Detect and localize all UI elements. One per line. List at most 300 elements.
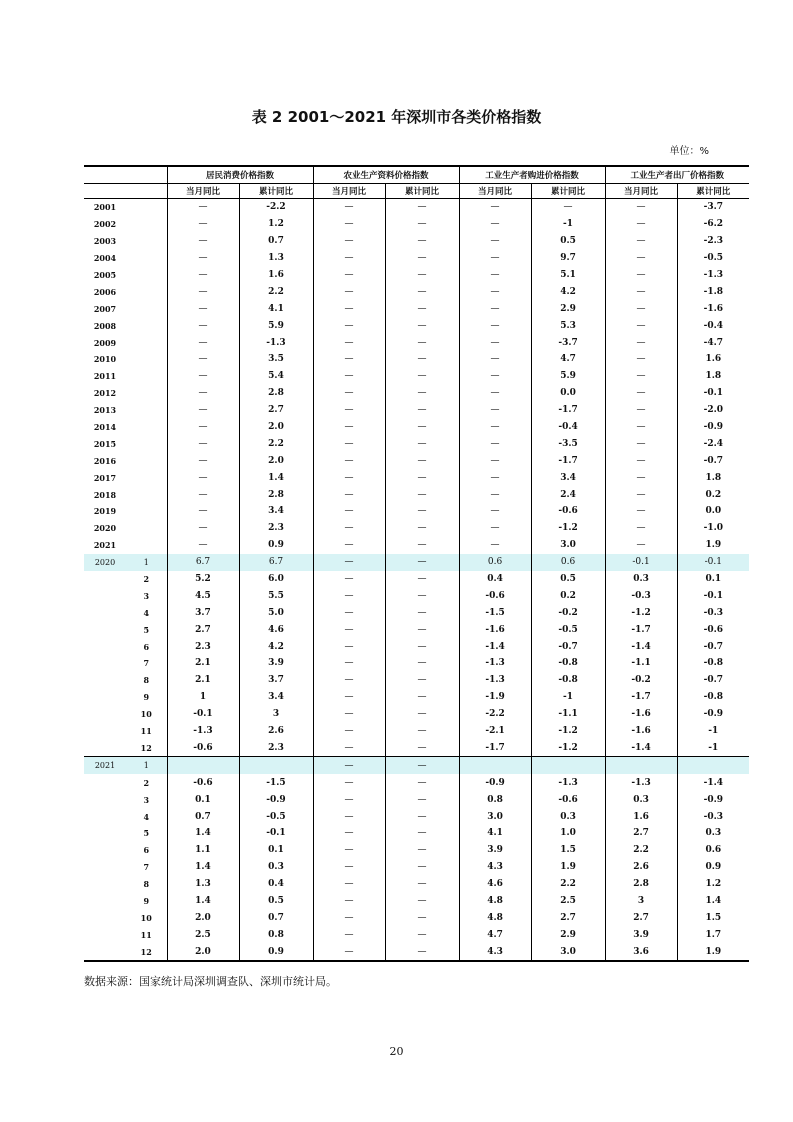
table-cell: 0.6 — [459, 554, 531, 571]
table-cell: -0.8 — [677, 655, 749, 672]
table-cell: — — [385, 672, 459, 689]
row-year: 2018 — [93, 489, 117, 500]
table-cell: -2.0 — [677, 402, 749, 419]
table-cell: 2.8 — [239, 385, 313, 402]
table-cell: — — [167, 486, 239, 503]
table-cell: 1.5 — [677, 909, 749, 926]
row-year: 2014 — [93, 422, 117, 433]
subheader: 累计同比 — [385, 184, 459, 199]
table-cell: 0.3 — [531, 808, 605, 825]
table-cell: — — [459, 233, 531, 250]
table-cell: 1.3 — [167, 876, 239, 893]
row-year — [84, 825, 126, 842]
table-cell: 1.5 — [531, 842, 605, 859]
table-cell: — — [385, 587, 459, 604]
table-row — [84, 926, 749, 943]
table-cell: -1.6 — [605, 706, 677, 723]
table-row — [84, 469, 749, 486]
table-cell: — — [313, 469, 385, 486]
table-cell: — — [167, 351, 239, 368]
table-cell: -0.9 — [239, 791, 313, 808]
table-cell: — — [167, 334, 239, 351]
table-cell: — — [385, 199, 459, 216]
row-month — [126, 503, 167, 520]
table-cell: — — [313, 537, 385, 554]
table-row — [84, 876, 749, 893]
table-cell: 2.4 — [531, 486, 605, 503]
table-cell — [239, 757, 313, 774]
row-month: 5 — [143, 828, 150, 839]
row-year — [84, 706, 126, 723]
table-cell: 0.7 — [167, 808, 239, 825]
table-cell: -1 — [531, 216, 605, 233]
subheader: 当月同比 — [313, 184, 385, 199]
table-cell: — — [605, 486, 677, 503]
table-cell: — — [313, 571, 385, 588]
table-cell: — — [385, 842, 459, 859]
table-cell: -1.7 — [531, 402, 605, 419]
table-cell: — — [167, 233, 239, 250]
row-year — [84, 621, 126, 638]
table-cell: -0.1 — [605, 554, 677, 571]
table-row — [84, 334, 749, 351]
table-cell: 2.3 — [239, 740, 313, 757]
table-cell: -3.7 — [677, 199, 749, 216]
table-cell: -0.1 — [239, 825, 313, 842]
table-row — [84, 859, 749, 876]
table-cell: — — [605, 385, 677, 402]
table-row — [84, 740, 749, 757]
table-row — [84, 943, 749, 961]
row-year: 2007 — [93, 303, 117, 314]
table-cell: — — [313, 808, 385, 825]
table-cell: — — [385, 893, 459, 910]
table-cell: -2.3 — [677, 233, 749, 250]
table-cell: — — [313, 757, 385, 774]
table-cell: -0.5 — [531, 621, 605, 638]
table-cell: 5.3 — [531, 317, 605, 334]
table-cell: -0.1 — [677, 385, 749, 402]
table-cell: — — [313, 402, 385, 419]
row-month: 10 — [140, 709, 152, 720]
table-cell: 4.8 — [459, 893, 531, 910]
table-cell: — — [167, 199, 239, 216]
row-year — [84, 842, 126, 859]
table-cell: — — [385, 723, 459, 740]
table-cell: 0.4 — [239, 876, 313, 893]
table-cell: 3.0 — [531, 943, 605, 961]
table-cell — [605, 757, 677, 774]
table-cell — [167, 757, 239, 774]
table-cell: — — [459, 452, 531, 469]
table-cell: -1.3 — [459, 655, 531, 672]
table-row — [84, 604, 749, 621]
table-cell: -0.3 — [677, 808, 749, 825]
table-cell: — — [313, 926, 385, 943]
table-row — [84, 723, 749, 740]
table-cell: 0.0 — [677, 503, 749, 520]
table-cell: — — [605, 435, 677, 452]
table-cell: 1.3 — [239, 250, 313, 267]
table-cell: — — [313, 943, 385, 961]
subheader: 累计同比 — [531, 184, 605, 199]
table-row — [84, 791, 749, 808]
table-row — [84, 808, 749, 825]
table-cell: — — [313, 334, 385, 351]
table-cell: 2.5 — [531, 893, 605, 910]
table-row — [84, 706, 749, 723]
table-cell: 0.1 — [239, 842, 313, 859]
table-cell: — — [167, 402, 239, 419]
table-cell: -1 — [531, 689, 605, 706]
table-cell: — — [313, 909, 385, 926]
table-cell: — — [385, 859, 459, 876]
table-cell: -0.7 — [677, 452, 749, 469]
table-cell: 0.1 — [677, 571, 749, 588]
table-cell: — — [605, 334, 677, 351]
table-cell: — — [313, 419, 385, 436]
table-cell: 1.8 — [677, 469, 749, 486]
table-cell: 1.8 — [677, 368, 749, 385]
table-cell: 2.7 — [239, 402, 313, 419]
table-cell: — — [313, 842, 385, 859]
table-row — [84, 655, 749, 672]
table-cell: — — [313, 486, 385, 503]
table-cell: 3.9 — [605, 926, 677, 943]
table-cell: -0.6 — [677, 621, 749, 638]
table-cell: 1 — [167, 689, 239, 706]
table-cell: — — [385, 368, 459, 385]
table-cell: 4.1 — [459, 825, 531, 842]
table-cell: — — [167, 503, 239, 520]
table-cell: 2.2 — [239, 283, 313, 300]
table-cell: — — [385, 621, 459, 638]
table-row — [84, 300, 749, 317]
table-cell: — — [167, 520, 239, 537]
table-cell: — — [459, 435, 531, 452]
table-cell: -1.2 — [605, 604, 677, 621]
table-cell: — — [385, 351, 459, 368]
table-cell: 2.8 — [605, 876, 677, 893]
row-year — [84, 791, 126, 808]
price-index-table — [84, 165, 749, 962]
table-cell: — — [459, 503, 531, 520]
table-cell: — — [313, 672, 385, 689]
header-corner — [84, 184, 167, 199]
table-cell: 0.7 — [239, 233, 313, 250]
table-row — [84, 842, 749, 859]
table-cell: 4.3 — [459, 943, 531, 961]
table-cell: 3.5 — [239, 351, 313, 368]
table-cell: 5.5 — [239, 587, 313, 604]
table-cell: -2.4 — [677, 435, 749, 452]
table-cell: — — [385, 638, 459, 655]
table-cell: 1.9 — [677, 537, 749, 554]
row-month — [126, 283, 167, 300]
table-row — [84, 503, 749, 520]
table-cell: 1.7 — [677, 926, 749, 943]
table-cell: — — [313, 621, 385, 638]
table-cell: -0.8 — [677, 689, 749, 706]
row-month: 1 — [126, 757, 167, 774]
table-cell: — — [605, 233, 677, 250]
table-cell: 2.9 — [531, 926, 605, 943]
table-cell: 9.7 — [531, 250, 605, 267]
table-row — [84, 317, 749, 334]
table-row — [84, 909, 749, 926]
table-cell: 4.3 — [459, 859, 531, 876]
table-cell: 0.3 — [239, 859, 313, 876]
table-row — [84, 351, 749, 368]
table-cell: 3.4 — [531, 469, 605, 486]
table-cell: — — [605, 300, 677, 317]
table-cell: 0.5 — [531, 571, 605, 588]
row-month: 11 — [140, 726, 152, 737]
table-cell: — — [313, 655, 385, 672]
table-cell: 1.6 — [605, 808, 677, 825]
table-cell: 4.7 — [459, 926, 531, 943]
table-cell: — — [313, 740, 385, 757]
table-cell: — — [385, 402, 459, 419]
source-note: 数据来源：国家统计局深圳调查队、深圳市统计局。 — [84, 975, 337, 988]
table-cell: — — [459, 351, 531, 368]
table-cell: -0.6 — [167, 774, 239, 791]
table-cell: -1.7 — [531, 452, 605, 469]
table-cell: -0.8 — [531, 672, 605, 689]
row-month: 12 — [140, 742, 152, 753]
page-number: 20 — [389, 1045, 404, 1058]
row-year — [84, 859, 126, 876]
table-cell: — — [167, 419, 239, 436]
table-cell: 3.9 — [459, 842, 531, 859]
table-cell: -0.9 — [677, 706, 749, 723]
table-cell: 4.2 — [531, 283, 605, 300]
row-year: 2010 — [93, 354, 117, 365]
table-cell: — — [605, 368, 677, 385]
subheader: 当月同比 — [605, 184, 677, 199]
row-month: 12 — [126, 943, 167, 961]
table-cell: 5.1 — [531, 267, 605, 284]
table-cell: 1.4 — [677, 893, 749, 910]
table-cell: — — [313, 876, 385, 893]
table-cell: — — [167, 469, 239, 486]
row-month: 11 — [140, 929, 152, 940]
table-cell: -1 — [677, 740, 749, 757]
table-cell: 3.7 — [239, 672, 313, 689]
table-cell: — — [167, 216, 239, 233]
table-cell: 4.6 — [459, 876, 531, 893]
table-cell: 1.1 — [167, 842, 239, 859]
subheader: 当月同比 — [459, 184, 531, 199]
row-year — [84, 774, 126, 791]
table-cell: 6.7 — [239, 554, 313, 571]
table-cell: 2.7 — [531, 909, 605, 926]
table-cell: 1.4 — [239, 469, 313, 486]
table-cell: -0.9 — [677, 791, 749, 808]
table-cell: — — [385, 216, 459, 233]
row-month: 6 — [143, 845, 150, 856]
table-cell: -1.6 — [459, 621, 531, 638]
table-cell: — — [459, 250, 531, 267]
table-cell: — — [385, 435, 459, 452]
table-cell: — — [385, 267, 459, 284]
table-cell: 1.6 — [677, 351, 749, 368]
table-cell: -2.2 — [459, 706, 531, 723]
table-cell: -0.9 — [459, 774, 531, 791]
table-cell: — — [605, 199, 677, 216]
table-row — [84, 638, 749, 655]
table-cell: -1.3 — [239, 334, 313, 351]
table-cell: — — [605, 520, 677, 537]
table-cell: 0.8 — [239, 926, 313, 943]
table-cell: -1 — [677, 723, 749, 740]
table-cell: — — [313, 385, 385, 402]
table-cell: -1.5 — [239, 774, 313, 791]
table-cell: — — [385, 909, 459, 926]
table-cell: 4.1 — [239, 300, 313, 317]
subheader: 累计同比 — [677, 184, 749, 199]
table-row — [84, 757, 749, 774]
table-cell: -1.3 — [531, 774, 605, 791]
table-cell: — — [313, 638, 385, 655]
table-row — [84, 537, 749, 554]
table-cell: — — [385, 419, 459, 436]
table-cell: — — [385, 774, 459, 791]
table-body — [84, 199, 749, 962]
row-month — [126, 351, 167, 368]
table-row — [84, 233, 749, 250]
table-cell: -0.7 — [677, 672, 749, 689]
row-year — [84, 876, 126, 893]
table-cell: 2.0 — [167, 943, 239, 961]
table-cell: 3.4 — [239, 689, 313, 706]
table-row — [84, 402, 749, 419]
table-cell: -0.1 — [677, 587, 749, 604]
table-cell: 4.2 — [239, 638, 313, 655]
table-cell: — — [605, 283, 677, 300]
table-cell: — — [385, 300, 459, 317]
row-month — [126, 233, 167, 250]
table-cell: 3 — [239, 706, 313, 723]
table-cell: 2.0 — [167, 909, 239, 926]
row-month: 2 — [143, 574, 150, 585]
table-cell: -0.5 — [239, 808, 313, 825]
table-cell: — — [459, 267, 531, 284]
table-cell: 2.6 — [605, 859, 677, 876]
table-cell: — — [313, 604, 385, 621]
table-cell: 4.6 — [239, 621, 313, 638]
table-cell: — — [167, 267, 239, 284]
table-cell: -1.3 — [677, 267, 749, 284]
table-cell: 3.7 — [167, 604, 239, 621]
table-cell: — — [385, 250, 459, 267]
header-corner — [84, 166, 167, 184]
table-cell: -1.3 — [459, 672, 531, 689]
table-cell: 2.7 — [605, 825, 677, 842]
row-month — [126, 419, 167, 436]
table-cell: — — [385, 469, 459, 486]
table-cell: -0.4 — [531, 419, 605, 436]
table-row — [84, 385, 749, 402]
table-cell: — — [313, 351, 385, 368]
table-cell: — — [531, 199, 605, 216]
table-cell: — — [313, 250, 385, 267]
row-year — [84, 655, 126, 672]
table-cell: -1.3 — [605, 774, 677, 791]
table-row — [84, 250, 749, 267]
table-cell: — — [459, 317, 531, 334]
row-year: 2020 — [93, 523, 117, 534]
row-month: 10 — [140, 912, 152, 923]
table-cell: 3.0 — [459, 808, 531, 825]
table-cell: — — [605, 503, 677, 520]
row-year: 2011 — [93, 371, 117, 382]
table-row — [84, 554, 749, 571]
table-cell: 1.4 — [167, 859, 239, 876]
row-month — [126, 452, 167, 469]
table-cell: — — [605, 452, 677, 469]
table-cell: -0.4 — [677, 317, 749, 334]
table-cell: -1.9 — [459, 689, 531, 706]
table-cell: — — [459, 199, 531, 216]
row-year: 2006 — [93, 286, 117, 297]
row-year — [84, 638, 126, 655]
table-cell: -0.7 — [531, 638, 605, 655]
group-header: 农业生产资料价格指数 — [313, 166, 459, 184]
table-cell: — — [385, 503, 459, 520]
table-row — [84, 587, 749, 604]
table-cell: — — [385, 604, 459, 621]
table-cell: — — [167, 452, 239, 469]
table-row — [84, 199, 749, 216]
table-cell: 0.7 — [239, 909, 313, 926]
table-cell: — — [167, 283, 239, 300]
table-cell: -1.4 — [677, 774, 749, 791]
table-cell: 2.7 — [605, 909, 677, 926]
table-cell: -0.6 — [459, 587, 531, 604]
table-cell: — — [605, 267, 677, 284]
table-cell: 0.9 — [677, 859, 749, 876]
table-cell: -0.1 — [167, 706, 239, 723]
table-cell: -1.4 — [605, 740, 677, 757]
table-cell: — — [313, 283, 385, 300]
table-cell: -0.6 — [531, 791, 605, 808]
table-cell: — — [313, 503, 385, 520]
table-cell: — — [385, 554, 459, 571]
table-row — [84, 216, 749, 233]
row-month: 9 — [143, 895, 150, 906]
table-cell: -1.2 — [531, 740, 605, 757]
table-cell: — — [167, 250, 239, 267]
table-cell — [531, 757, 605, 774]
row-month — [126, 469, 167, 486]
row-year: 2008 — [93, 320, 117, 331]
row-month: 7 — [143, 862, 150, 873]
table-cell: 1.4 — [167, 825, 239, 842]
table-cell: — — [459, 368, 531, 385]
row-year — [84, 893, 126, 910]
table-cell: — — [459, 283, 531, 300]
row-year: 2002 — [93, 219, 117, 230]
table-cell: — — [385, 385, 459, 402]
table-cell: 2.3 — [167, 638, 239, 655]
table-cell: — — [605, 250, 677, 267]
table-cell: — — [313, 689, 385, 706]
group-header: 工业生产者出厂价格指数 — [605, 166, 749, 184]
table-cell: — — [385, 537, 459, 554]
table-cell: 1.9 — [677, 943, 749, 961]
row-month: 3 — [143, 794, 150, 805]
